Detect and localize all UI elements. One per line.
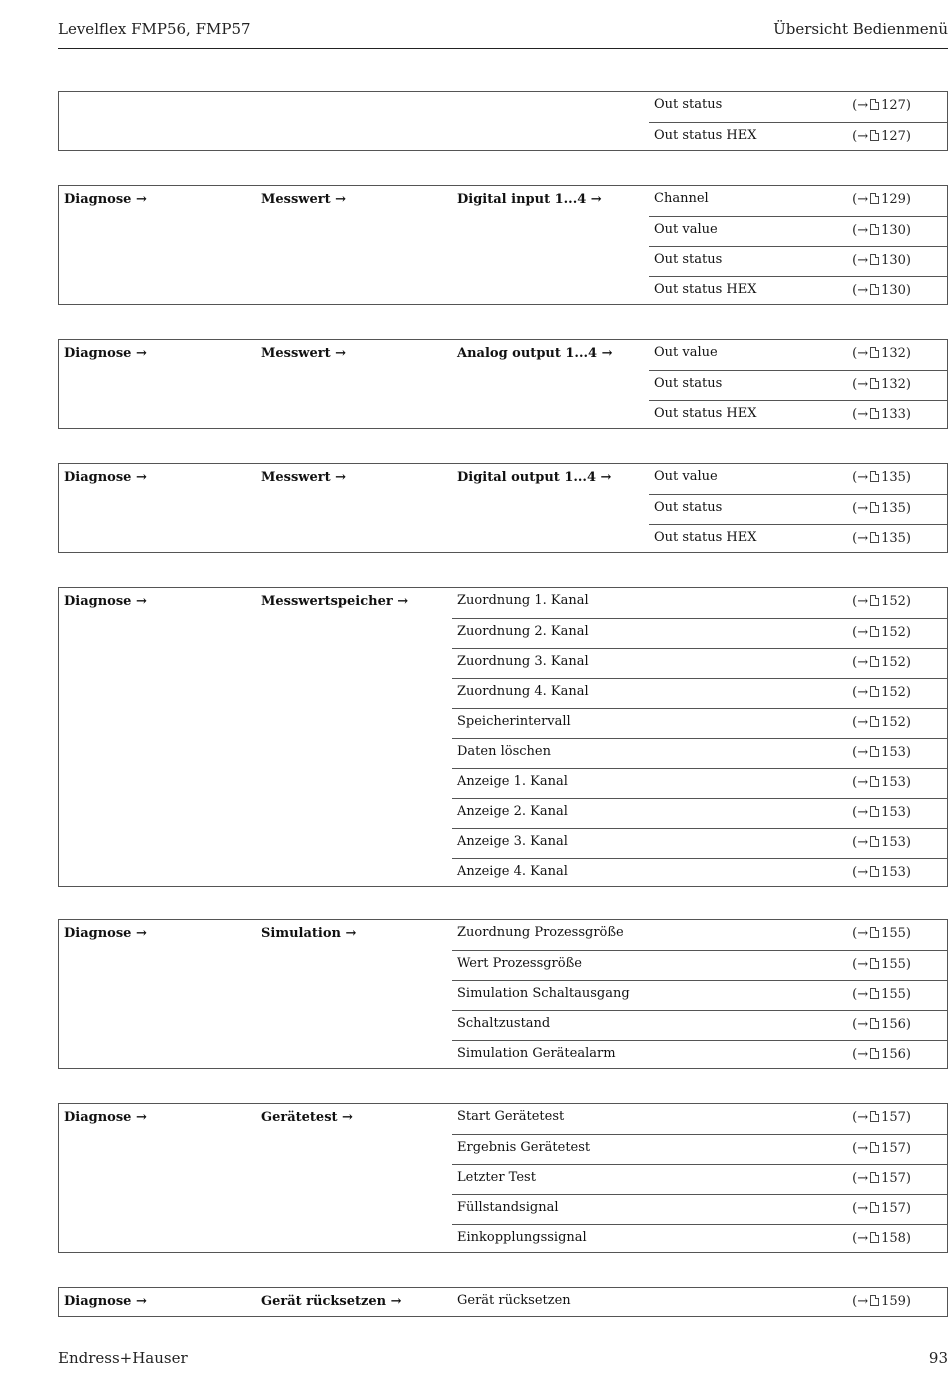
reference-open: (→ xyxy=(852,283,869,298)
company-name: Endress+Hauser xyxy=(58,1349,188,1367)
reference-page-number: 135 xyxy=(881,470,906,485)
parameter-name: Letzter Test xyxy=(457,1170,536,1185)
reference-close: ) xyxy=(905,1201,911,1216)
page-reference[interactable] xyxy=(852,1141,911,1156)
page-reference[interactable] xyxy=(852,407,911,422)
reference-open: (→ xyxy=(852,223,869,238)
parameter-row xyxy=(452,980,947,1010)
page-icon xyxy=(870,1142,879,1153)
parameter-row xyxy=(452,618,947,648)
page-icon xyxy=(870,193,879,204)
reference-close: ) xyxy=(905,594,911,609)
parameter-row xyxy=(452,1224,947,1254)
page-reference[interactable] xyxy=(852,531,911,546)
menu-path-level-1: Diagnose → xyxy=(64,1110,147,1125)
page-icon xyxy=(870,284,879,295)
parameter-name: Zuordnung 4. Kanal xyxy=(457,684,589,699)
parameter-name: Out status xyxy=(654,252,723,267)
page-icon xyxy=(870,866,879,877)
page-icon xyxy=(870,626,879,637)
page-icon xyxy=(870,1111,879,1122)
parameter-name: Out status HEX xyxy=(654,406,757,421)
menu-block xyxy=(58,463,948,553)
reference-close: ) xyxy=(905,1017,911,1032)
page-reference[interactable] xyxy=(852,835,911,850)
page-icon xyxy=(870,988,879,999)
parameter-name: Out value xyxy=(654,469,718,484)
reference-page-number: 153 xyxy=(881,865,906,880)
menu-block xyxy=(58,587,948,887)
parameter-row xyxy=(649,92,947,122)
parameter-name: Daten löschen xyxy=(457,744,551,759)
menu-path-level-1: Diagnose → xyxy=(64,346,147,361)
parameter-row xyxy=(649,370,947,400)
reference-close: ) xyxy=(905,625,911,640)
page-icon xyxy=(870,776,879,787)
reference-open: (→ xyxy=(852,253,869,268)
page-icon xyxy=(870,1202,879,1213)
parameter-name: Channel xyxy=(654,191,709,206)
page-icon xyxy=(870,378,879,389)
page-icon xyxy=(870,1295,879,1306)
page-icon xyxy=(870,471,879,482)
reference-close: ) xyxy=(905,470,911,485)
reference-close: ) xyxy=(905,1171,911,1186)
reference-close: ) xyxy=(905,98,911,113)
page-reference[interactable] xyxy=(852,377,911,392)
menu-block xyxy=(58,919,948,1069)
reference-open: (→ xyxy=(852,531,869,546)
page-reference[interactable] xyxy=(852,865,911,880)
page-icon xyxy=(870,806,879,817)
page-icon xyxy=(870,1172,879,1183)
parameter-row xyxy=(452,1164,947,1194)
menu-path-level-3: Analog output 1...4 → xyxy=(457,346,613,361)
reference-page-number: 153 xyxy=(881,835,906,850)
parameter-name: Zuordnung Prozessgröße xyxy=(457,925,624,940)
page-reference[interactable] xyxy=(852,805,911,820)
menu-path-level-2: Gerät rücksetzen → xyxy=(261,1294,402,1309)
reference-page-number: 130 xyxy=(881,283,906,298)
page-reference[interactable] xyxy=(852,957,911,972)
reference-open: (→ xyxy=(852,805,869,820)
reference-page-number: 158 xyxy=(881,1231,906,1246)
parameter-name: Start Gerätetest xyxy=(457,1109,565,1124)
menu-block xyxy=(58,91,948,151)
reference-close: ) xyxy=(905,835,911,850)
parameter-row xyxy=(452,648,947,678)
parameter-name: Anzeige 2. Kanal xyxy=(457,804,568,819)
parameter-row xyxy=(452,1288,947,1318)
reference-page-number: 157 xyxy=(881,1110,906,1125)
page-icon xyxy=(870,595,879,606)
parameter-row xyxy=(649,340,947,370)
reference-page-number: 156 xyxy=(881,1047,906,1062)
reference-page-number: 135 xyxy=(881,501,906,516)
reference-open: (→ xyxy=(852,1017,869,1032)
reference-open: (→ xyxy=(852,715,869,730)
page-reference[interactable] xyxy=(852,1017,911,1032)
parameter-name: Speicherintervall xyxy=(457,714,571,729)
reference-open: (→ xyxy=(852,407,869,422)
parameter-row xyxy=(452,1104,947,1134)
reference-open: (→ xyxy=(852,775,869,790)
reference-open: (→ xyxy=(852,594,869,609)
parameter-row xyxy=(452,738,947,768)
menu-path-level-1: Diagnose → xyxy=(64,192,147,207)
menu-path-level-2: Messwert → xyxy=(261,470,347,485)
page-icon xyxy=(870,408,879,419)
parameter-name: Zuordnung 1. Kanal xyxy=(457,593,589,608)
reference-open: (→ xyxy=(852,1141,869,1156)
parameter-name: Schaltzustand xyxy=(457,1016,551,1031)
parameter-row xyxy=(452,950,947,980)
menu-path-level-2: Gerätetest → xyxy=(261,1110,353,1125)
page-reference[interactable] xyxy=(852,775,911,790)
menu-path-level-2: Messwert → xyxy=(261,192,347,207)
header-rule xyxy=(58,48,948,49)
parameter-name: Wert Prozessgröße xyxy=(457,956,582,971)
page-icon xyxy=(870,347,879,358)
page-reference[interactable] xyxy=(852,129,911,144)
parameter-row xyxy=(649,464,947,494)
menu-block xyxy=(58,1287,948,1317)
reference-open: (→ xyxy=(852,987,869,1002)
reference-page-number: 127 xyxy=(881,129,906,144)
menu-path-level-1: Diagnose → xyxy=(64,1294,147,1309)
reference-open: (→ xyxy=(852,98,869,113)
parameter-name: Out value xyxy=(654,222,718,237)
parameter-name: Out status xyxy=(654,376,723,391)
reference-close: ) xyxy=(905,745,911,760)
reference-open: (→ xyxy=(852,1110,869,1125)
parameter-row xyxy=(452,708,947,738)
page-reference[interactable] xyxy=(852,283,911,298)
parameter-name: Ergebnis Gerätetest xyxy=(457,1140,591,1155)
menu-path-level-1: Diagnose → xyxy=(64,926,147,941)
reference-open: (→ xyxy=(852,1201,869,1216)
parameter-row xyxy=(649,216,947,246)
menu-path-level-3: Digital input 1...4 → xyxy=(457,192,602,207)
parameter-name: Simulation Gerätealarm xyxy=(457,1046,616,1061)
parameter-name: Out status HEX xyxy=(654,128,757,143)
reference-close: ) xyxy=(905,407,911,422)
page-reference[interactable] xyxy=(852,192,911,207)
reference-open: (→ xyxy=(852,346,869,361)
reference-close: ) xyxy=(905,253,911,268)
reference-close: ) xyxy=(905,531,911,546)
parameter-name: Füllstandsignal xyxy=(457,1200,559,1215)
reference-open: (→ xyxy=(852,926,869,941)
parameter-name: Out status HEX xyxy=(654,282,757,297)
reference-open: (→ xyxy=(852,470,869,485)
parameter-name: Out value xyxy=(654,345,718,360)
reference-close: ) xyxy=(905,715,911,730)
document-title: Levelflex FMP56, FMP57 xyxy=(58,20,251,38)
page-icon xyxy=(870,656,879,667)
reference-page-number: 153 xyxy=(881,745,906,760)
section-title: Übersicht Bedienmenü xyxy=(773,20,948,38)
reference-page-number: 156 xyxy=(881,1017,906,1032)
page-icon xyxy=(870,836,879,847)
page-icon xyxy=(870,927,879,938)
menu-path-level-1: Diagnose → xyxy=(64,470,147,485)
reference-open: (→ xyxy=(852,1047,869,1062)
reference-open: (→ xyxy=(852,865,869,880)
menu-path-level-1: Diagnose → xyxy=(64,594,147,609)
reference-open: (→ xyxy=(852,835,869,850)
page-icon xyxy=(870,746,879,757)
reference-open: (→ xyxy=(852,1231,869,1246)
reference-open: (→ xyxy=(852,129,869,144)
reference-close: ) xyxy=(905,129,911,144)
page-reference[interactable] xyxy=(852,470,911,485)
reference-page-number: 152 xyxy=(881,594,906,609)
reference-open: (→ xyxy=(852,192,869,207)
page-icon xyxy=(870,716,879,727)
parameter-row xyxy=(452,828,947,858)
reference-close: ) xyxy=(905,1047,911,1062)
reference-close: ) xyxy=(905,926,911,941)
reference-page-number: 153 xyxy=(881,775,906,790)
parameter-row xyxy=(649,186,947,216)
parameter-row xyxy=(452,920,947,950)
page-icon xyxy=(870,532,879,543)
parameter-name: Gerät rücksetzen xyxy=(457,1293,571,1308)
reference-close: ) xyxy=(905,283,911,298)
reference-close: ) xyxy=(905,377,911,392)
page-reference[interactable] xyxy=(852,745,911,760)
parameter-row xyxy=(452,768,947,798)
reference-open: (→ xyxy=(852,625,869,640)
reference-close: ) xyxy=(905,685,911,700)
parameter-name: Anzeige 4. Kanal xyxy=(457,864,568,879)
parameter-row xyxy=(452,1040,947,1070)
page-icon xyxy=(870,99,879,110)
page-icon xyxy=(870,502,879,513)
page-reference[interactable] xyxy=(852,1171,911,1186)
parameter-name: Out status HEX xyxy=(654,530,757,545)
page-reference[interactable] xyxy=(852,625,911,640)
parameter-name: Zuordnung 2. Kanal xyxy=(457,624,589,639)
parameter-row xyxy=(649,524,947,554)
parameter-name: Einkopplungssignal xyxy=(457,1230,587,1245)
reference-page-number: 133 xyxy=(881,407,906,422)
reference-page-number: 155 xyxy=(881,926,906,941)
page-reference[interactable] xyxy=(852,346,911,361)
page-icon xyxy=(870,254,879,265)
reference-page-number: 130 xyxy=(881,223,906,238)
reference-close: ) xyxy=(905,1231,911,1246)
reference-page-number: 159 xyxy=(881,1294,906,1309)
reference-page-number: 129 xyxy=(881,192,906,207)
page-icon xyxy=(870,958,879,969)
parameter-row xyxy=(452,588,947,618)
parameter-row xyxy=(649,494,947,524)
page-reference[interactable] xyxy=(852,685,911,700)
reference-close: ) xyxy=(905,1110,911,1125)
reference-open: (→ xyxy=(852,377,869,392)
reference-open: (→ xyxy=(852,1294,869,1309)
reference-page-number: 157 xyxy=(881,1201,906,1216)
menu-path-level-2: Messwert → xyxy=(261,346,347,361)
reference-page-number: 152 xyxy=(881,625,906,640)
parameter-name: Out status xyxy=(654,97,723,112)
reference-close: ) xyxy=(905,192,911,207)
parameter-row xyxy=(452,1194,947,1224)
parameter-row xyxy=(452,858,947,888)
menu-path-level-2: Messwertspeicher → xyxy=(261,594,409,609)
reference-page-number: 157 xyxy=(881,1171,906,1186)
page-reference[interactable] xyxy=(852,715,911,730)
reference-close: ) xyxy=(905,1141,911,1156)
reference-open: (→ xyxy=(852,501,869,516)
reference-open: (→ xyxy=(852,685,869,700)
reference-open: (→ xyxy=(852,655,869,670)
page-reference[interactable] xyxy=(852,1201,911,1216)
reference-page-number: 155 xyxy=(881,957,906,972)
reference-page-number: 132 xyxy=(881,377,906,392)
parameter-name: Anzeige 1. Kanal xyxy=(457,774,568,789)
reference-close: ) xyxy=(905,223,911,238)
page-reference[interactable] xyxy=(852,501,911,516)
parameter-name: Anzeige 3. Kanal xyxy=(457,834,568,849)
page-reference[interactable] xyxy=(852,223,911,238)
reference-close: ) xyxy=(905,501,911,516)
reference-close: ) xyxy=(905,865,911,880)
page-icon xyxy=(870,1232,879,1243)
reference-open: (→ xyxy=(852,1171,869,1186)
parameter-row xyxy=(452,678,947,708)
reference-page-number: 157 xyxy=(881,1141,906,1156)
parameter-row xyxy=(452,798,947,828)
parameter-row xyxy=(649,276,947,306)
page-reference[interactable] xyxy=(852,98,911,113)
parameter-row xyxy=(452,1134,947,1164)
page-icon xyxy=(870,224,879,235)
reference-close: ) xyxy=(905,655,911,670)
reference-close: ) xyxy=(905,775,911,790)
reference-page-number: 130 xyxy=(881,253,906,268)
parameter-row xyxy=(649,122,947,152)
page-reference[interactable] xyxy=(852,987,911,1002)
reference-page-number: 155 xyxy=(881,987,906,1002)
reference-page-number: 153 xyxy=(881,805,906,820)
reference-page-number: 127 xyxy=(881,98,906,113)
reference-page-number: 132 xyxy=(881,346,906,361)
page-icon xyxy=(870,1018,879,1029)
page-reference[interactable] xyxy=(852,1047,911,1062)
reference-page-number: 152 xyxy=(881,655,906,670)
reference-page-number: 152 xyxy=(881,715,906,730)
parameter-row xyxy=(452,1010,947,1040)
reference-page-number: 152 xyxy=(881,685,906,700)
menu-path-level-2: Simulation → xyxy=(261,926,357,941)
menu-path-level-3: Digital output 1...4 → xyxy=(457,470,612,485)
page-icon xyxy=(870,1048,879,1059)
page-number: 93 xyxy=(928,1349,948,1367)
reference-open: (→ xyxy=(852,957,869,972)
page-reference[interactable] xyxy=(852,253,911,268)
page-reference[interactable] xyxy=(852,655,911,670)
parameter-row xyxy=(649,246,947,276)
page-reference[interactable] xyxy=(852,1294,911,1309)
parameter-name: Zuordnung 3. Kanal xyxy=(457,654,589,669)
menu-block xyxy=(58,1103,948,1253)
reference-close: ) xyxy=(905,957,911,972)
page-reference[interactable] xyxy=(852,594,911,609)
menu-block xyxy=(58,185,948,305)
reference-close: ) xyxy=(905,805,911,820)
menu-block xyxy=(58,339,948,429)
reference-page-number: 135 xyxy=(881,531,906,546)
parameter-name: Out status xyxy=(654,500,723,515)
reference-close: ) xyxy=(905,346,911,361)
page-reference[interactable] xyxy=(852,1110,911,1125)
page-reference[interactable] xyxy=(852,1231,911,1246)
reference-close: ) xyxy=(905,987,911,1002)
parameter-row xyxy=(649,400,947,430)
page-icon xyxy=(870,130,879,141)
page-reference[interactable] xyxy=(852,926,911,941)
reference-open: (→ xyxy=(852,745,869,760)
page-icon xyxy=(870,686,879,697)
reference-close: ) xyxy=(905,1294,911,1309)
parameter-name: Simulation Schaltausgang xyxy=(457,986,630,1001)
